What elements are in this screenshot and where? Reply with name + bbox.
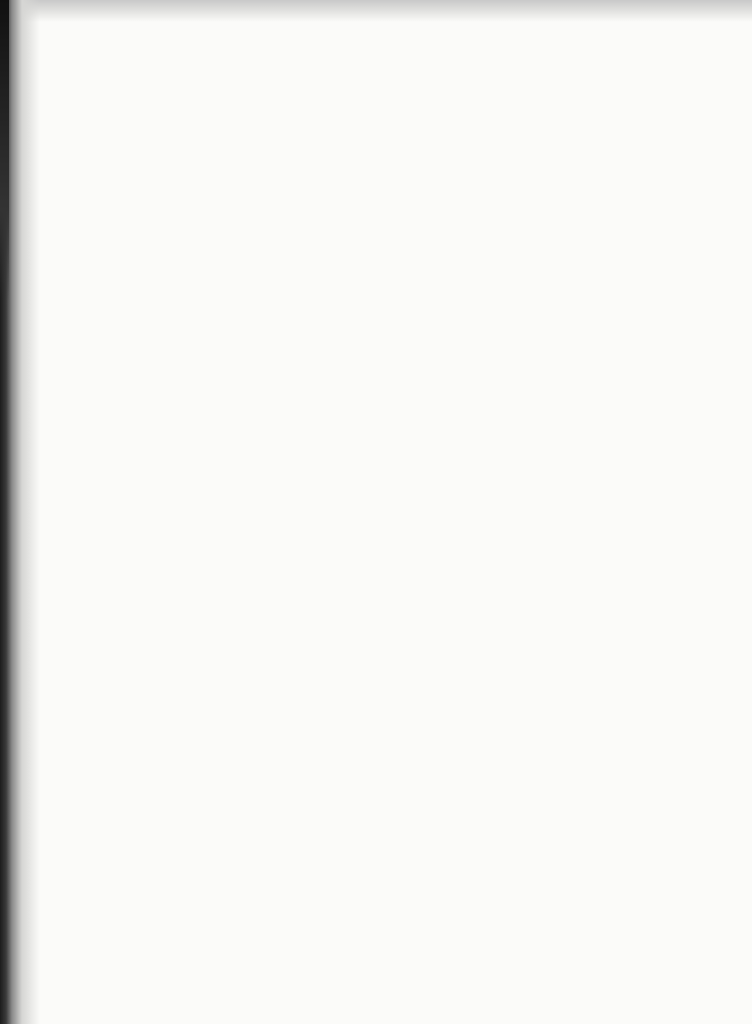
top-entries bbox=[136, 110, 710, 115]
ciferri-publications bbox=[136, 128, 710, 133]
document-page bbox=[136, 78, 710, 133]
scan-shadow-top bbox=[0, 0, 752, 22]
author-groups bbox=[136, 110, 710, 115]
section-title bbox=[136, 128, 710, 133]
page-number bbox=[226, 79, 710, 83]
scan-binding-edge bbox=[0, 0, 9, 300]
